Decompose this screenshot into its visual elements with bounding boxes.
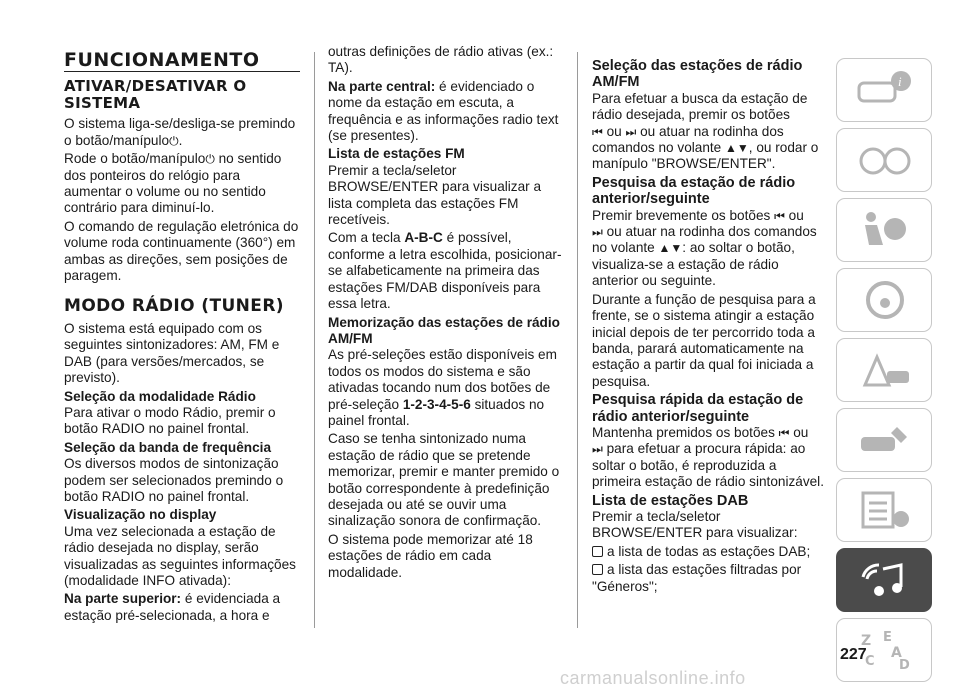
- svg-text:D: D: [899, 658, 910, 671]
- subheading: Seleção da banda de frequência: [64, 439, 271, 455]
- text: é evidenciada a estação pré-selecionada, a hora e: [64, 591, 281, 623]
- next-track-icon: ⏭: [625, 124, 637, 139]
- text: Rode o botão/manípulo: [64, 151, 206, 167]
- paragraph: [64, 591, 300, 624]
- text: situados no painel frontal.: [328, 396, 545, 428]
- column-divider-2: [577, 52, 578, 628]
- prev-track-icon: ⏮: [778, 425, 790, 440]
- checklist-icon: [857, 489, 913, 531]
- text: ou: [784, 207, 804, 223]
- paragraph: [328, 347, 564, 429]
- tab-driving[interactable]: [836, 268, 932, 332]
- tab-dashboard[interactable]: [836, 128, 932, 192]
- column-1: [64, 49, 300, 626]
- bullet-icon: [592, 546, 603, 557]
- paragraph: Caso se tenha sintonizado numa estação de rádio que se pretende memorizar, premir e manter premido o botão correspondente à predefinição desejada ou até se ouvir uma sinalização sonora de confirmação.: [328, 431, 560, 529]
- chapter-tabs: [836, 58, 936, 688]
- paragraph: Durante a função de pesquisa para a frente, se o sistema atingir a estação inicial depois de ter percorrido toda a banda, parará automaticamente na estação a partir da qual foi iniciada a pesquisa.: [592, 291, 816, 389]
- text: ou atuar na rodinha dos comandos no volante: [592, 224, 817, 256]
- paragraph: outras definições de rádio ativas (ex.: TA).: [328, 44, 554, 76]
- paragraph: [328, 79, 564, 145]
- warning-road-icon: [857, 349, 913, 391]
- bold-text: Na parte superior:: [64, 591, 182, 607]
- bold-text: Na parte central:: [328, 78, 436, 94]
- column-2: [328, 44, 564, 583]
- subheading: Seleção das estações de rádio AM/FM: [592, 58, 803, 91]
- svg-text:i: i: [898, 74, 902, 89]
- paragraph: Premir a tecla/seletor BROWSE/ENTER para visualizar:: [592, 508, 798, 541]
- paragraph: [64, 151, 300, 217]
- subheading: Seleção da modalidade Rádio: [64, 388, 256, 404]
- text: é evidenciado o nome da estação em escuta, a frequência e as informações radio text (se presentes).: [328, 78, 559, 144]
- power-knob-icon: ⏻: [205, 152, 215, 167]
- text: ou atuar na rodinha dos comandos no volante: [592, 123, 784, 156]
- paragraph: [592, 425, 828, 491]
- paragraph: O comando de regulação eletrónica do volume roda continuamente (360°) em ambas as direções, sem posições de paragem.: [64, 218, 299, 284]
- tab-emergency[interactable]: [836, 338, 932, 402]
- text: ou: [602, 123, 626, 139]
- svg-text:A: A: [891, 645, 902, 661]
- subheading: Visualização no display: [64, 507, 217, 523]
- prev-track-icon: ⏮: [592, 124, 603, 139]
- text: Com a tecla: [328, 230, 405, 246]
- steering-wheel-icon: [857, 279, 913, 321]
- text: a lista de todas as estações DAB;: [607, 543, 811, 559]
- text: .: [178, 132, 183, 148]
- subheading: Memorização das estações de rádio AM/FM: [328, 314, 560, 346]
- text: Premir brevemente os botões: [592, 207, 775, 223]
- text: Para efetuar a busca da estação de rádio desejada, premir os botões: [592, 90, 808, 123]
- watermark: carmanualsonline.info: [560, 668, 746, 688]
- tab-safety[interactable]: [836, 198, 932, 262]
- dashboard-lights-icon: [857, 139, 913, 181]
- paragraph: [328, 230, 564, 312]
- info-car-icon: [857, 69, 913, 111]
- svg-text:E: E: [883, 630, 892, 645]
- subheading: Pesquisa rápida da estação de rádio anterior/seguinte: [592, 392, 804, 425]
- wrench-car-icon: [857, 419, 913, 461]
- paragraph: O sistema está equipado com os seguintes sintonizadores: AM, FM e DAB (para versões/mercados, se previsto).: [64, 320, 280, 386]
- paragraph: [592, 91, 828, 173]
- svg-text:Z: Z: [861, 633, 872, 649]
- text: ou: [789, 424, 809, 440]
- subheading: Pesquisa da estação de rádio anterior/seguinte: [592, 174, 796, 208]
- svg-text:C: C: [865, 654, 875, 669]
- multimedia-icon: [857, 559, 913, 601]
- paragraph: O sistema pode memorizar até 18 estações de rádio em cada modalidade.: [328, 531, 533, 580]
- heading-radio-mode: MODO RÁDIO (TUNER): [64, 296, 284, 317]
- power-knob-icon: ⏻: [169, 133, 179, 148]
- tab-technical[interactable]: [836, 478, 932, 542]
- tab-multimedia[interactable]: [836, 548, 932, 612]
- list-item: [592, 544, 828, 560]
- text: , ou rodar o manípulo "BROWSE/ENTER".: [592, 140, 819, 172]
- next-track-icon: ⏭: [592, 442, 603, 457]
- bold-text: 1-2-3-4-5-6: [402, 396, 471, 412]
- next-track-icon: ⏭: [592, 225, 603, 240]
- paragraph: Premir a tecla/seletor BROWSE/ENTER para visualizar a lista completa das estações FM recetíveis.: [328, 162, 542, 228]
- paragraph: [64, 116, 300, 149]
- airbag-icon: [857, 209, 913, 251]
- paragraph: [592, 208, 828, 290]
- text: : ao soltar o botão, visualiza-se a estação de rádio anterior ou seguinte.: [592, 240, 795, 289]
- bullet-icon: [592, 564, 603, 575]
- text: para efetuar a procura rápida: ao soltar o botão, é reproduzida a primeira estação de rádio sintonizável.: [592, 441, 824, 490]
- list-item: [592, 562, 828, 595]
- text: Mantenha premidos os botões: [592, 424, 779, 440]
- text: As pré-seleções estão disponíveis em todos os modos do sistema e são ativadas tocando num dos botões de pré-seleção: [328, 347, 557, 412]
- tab-maintenance[interactable]: [836, 408, 932, 472]
- up-down-arrows-icon: ▲▼: [658, 241, 683, 256]
- bold-text: A-B-C: [404, 230, 443, 246]
- text: no sentido dos ponteiros do relógio para aumentar o volume ou no sentido contrário para diminuí-lo.: [64, 151, 282, 216]
- section-title: FUNCIONAMENTO: [64, 52, 300, 72]
- heading-activate: ATIVAR/DESATIVAR O SISTEMA: [64, 77, 247, 113]
- subheading: Lista de estações DAB: [592, 492, 749, 509]
- subheading: Lista de estações FM: [328, 146, 465, 162]
- tab-info[interactable]: [836, 58, 932, 122]
- text: a lista das estações filtradas por "Géneros";: [592, 562, 802, 594]
- text: é possível, conforme a letra escolhida, posicionar-se alfabeticamente na primeira das estações FM/DAB disponíveis para essa letra.: [328, 230, 562, 312]
- prev-track-icon: ⏮: [774, 208, 785, 223]
- paragraph: Os diversos modos de sintonização podem ser selecionados premindo o botão RADIO no painel frontal.: [64, 456, 284, 504]
- text: O sistema liga-se/desliga-se premindo o botão/manípulo: [64, 116, 296, 148]
- page-number: 227: [840, 646, 867, 663]
- column-divider-1: [314, 52, 315, 628]
- up-down-arrows-icon: ▲▼: [725, 141, 749, 156]
- paragraph: Uma vez selecionada a estação de rádio desejada no display, serão visualizadas as seguintes informações (modalidade INFO ativada):: [64, 523, 296, 588]
- column-3: [592, 56, 828, 597]
- paragraph: Para ativar o modo Rádio, premir o botão RADIO no painel frontal.: [64, 404, 276, 437]
